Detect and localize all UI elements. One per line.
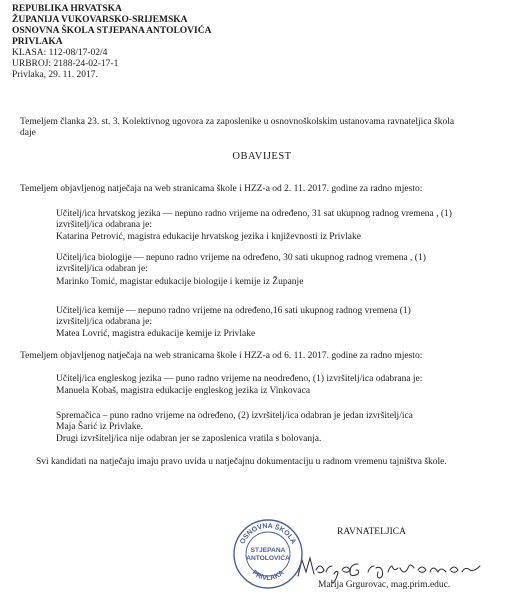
item2-line-1: Učitelj/ica biologije — nepuno radno vrijeme na određeno, 30 sati ukupnog radnog vremena , (1) [56,253,426,263]
stamp-top-text: OSNOVNA ŠKOLA [239,522,297,546]
stamp-center-line-1: STJEPANA [250,547,286,554]
notice-title: OBAVIJEST [232,151,292,162]
svg-text:OSNOVNA ŠKOLA [239,522,296,545]
item1-line-1: Učitelj/ica hrvatskog jezika — nepuno radno vrijeme na određeno, 31 sat ukupnog radnog vremena , (1) [56,209,452,219]
intro-line-1: Temeljem članka 23. st. 3. Kolektivnog ugovora za zaposlenike u osnovnoškolskim ustanovama ravnateljica škola [20,117,455,127]
header-urbroj: URBROJ: 2188-24-02-17-1 [12,59,119,69]
cleaner-line-3: Drugi izvršitelj/ica nije odabran jer se zaposlenica vratila s bolovanja. [56,434,322,444]
item2-line-3: Marinko Tomić, magistar edukacije biologije i kemije iz Županje [56,277,304,287]
signature-role: RAVNATELJICA [337,527,406,537]
item1-line-3: Katarina Petrović, magistra edukacije hrvatskog jezika i književnosti iz Privlake [56,232,361,242]
item2-line-2: izvršitelj/ica odabran je: [56,264,148,274]
section1-heading: Temeljem objavljenog natječaja na web stranicama škole i HZZ-a od 2. 11. 2017. godine za radno mjesto: [20,184,423,194]
header-county: ŽUPANIJA VUKOVARSKO-SRIJEMSKA [12,15,188,25]
cleaner-line-2: Maja Šarić iz Privlake. [56,422,144,432]
english-line-1: Učitelj/ica engleskog jezika — puno radno vrijeme na neodređeno, (1) izvršitelj/ica odabrana je: [56,374,423,384]
header-country: REPUBLIKA HRVATSKA [12,4,122,14]
stamp-bottom-text: PRIVLAKA [250,569,286,583]
header-town: PRIVLAKA [12,37,63,47]
item1-line-2: izvršitelj/ica odabrana je: [56,220,153,230]
header-klasa: KLASA: 112-08/17-02/4 [12,48,108,58]
closing-text: Svi kandidati na natječaju imaju pravo uvida u natječajnu dokumentaciju u radnom vremenu tajništva škole. [36,457,447,467]
signature-name: Marija Grgurovac, mag.prim.educ. [318,580,451,590]
intro-line-2: daje [20,128,36,138]
school-stamp [232,518,304,590]
svg-text:PRIVLAKA [251,569,286,582]
header-school: OSNOVNA ŠKOLA STJEPANA ANTOLOVIĆA [12,26,212,36]
cleaner-line-1: Spremačica – puno radno vrijeme na određeno, (2) izvršitelj/ica odabran je jedan izvršitelj/ica [56,411,413,421]
stamp-center-line-2: ANTOLOVIĆA [246,555,290,562]
item3-line-2: izvršitelj/ica odabrana je: [56,317,153,327]
item3-line-1: Učitelj/ica kemije — nepuno radno vrijeme na određeno,16 sati ukupnog radnog vremena (1) [56,306,411,316]
section2-heading: Temeljem objavljenog natječaja na web stranicama škole i HZZ-a od 6. 11. 2017. godine za radno mjesto: [20,351,423,361]
english-line-2: Manuela Kobaš, magistra edukacije engleskog jezika iz Vinkovaca [56,386,311,396]
header-place-date: Privlaka, 29. 11. 2017. [12,70,98,80]
handwritten-signature [292,548,502,584]
item3-line-3: Matea Lovrić, magistra edukacije kemije iz Privlake [56,329,256,339]
